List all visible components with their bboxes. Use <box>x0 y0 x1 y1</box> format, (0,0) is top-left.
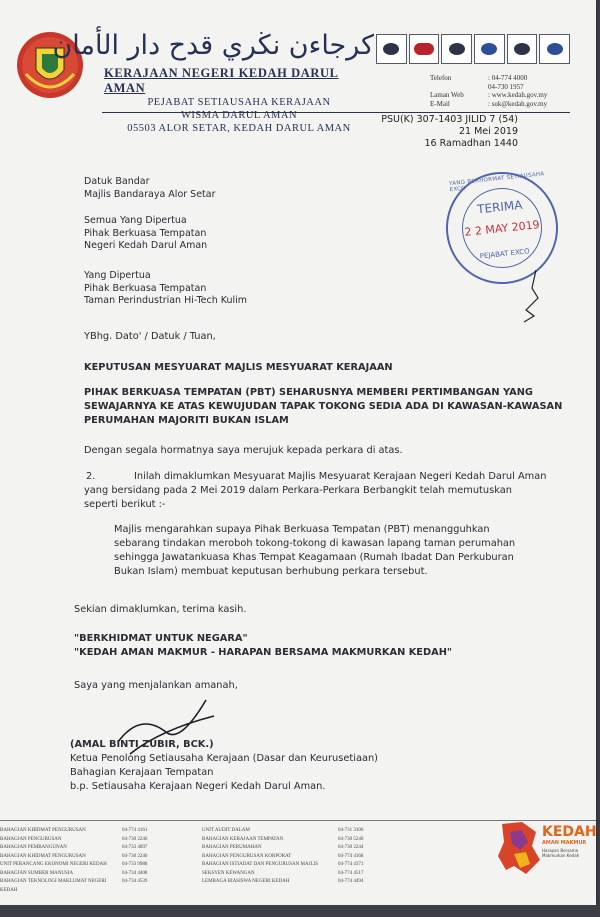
org-building: WISMA DARUL AMAN <box>180 110 298 121</box>
cert-logo-icon <box>507 34 538 64</box>
footer-tel: 04-731 3106 <box>338 828 364 833</box>
footer-row <box>202 878 364 887</box>
footer-tel: 04-733 9988 <box>122 862 148 867</box>
letterhead-divider <box>102 112 570 113</box>
footer-tel: 04-774 4371 <box>338 862 364 867</box>
footer-row <box>202 853 364 862</box>
footer-row <box>202 844 364 853</box>
kedah-map-icon <box>492 820 544 876</box>
footer-column <box>202 827 364 887</box>
footer-dept: BAHAGIAN TEKNOLOGI MAKLUMAT NEGERI KEDAH <box>0 879 107 893</box>
footer-tel: 04-730 2244 <box>338 845 364 850</box>
subject-line: PIHAK BERKUASA TEMPATAN (PBT) SEHARUSNYA MEMBERI PERTIMBANGAN YANG <box>84 387 533 398</box>
para-number: 2. <box>86 471 96 482</box>
stamp-signature-icon <box>516 268 546 324</box>
subject-line: PERUMAHAN MAJORITI BUKAN ISLAM <box>84 415 289 426</box>
footer-dept: SEKSYEN KEWANGAN <box>202 870 255 876</box>
reference-block <box>381 114 518 150</box>
recipient-line: Pihak Berkuasa Tempatan <box>84 227 207 239</box>
recipient-3 <box>84 270 247 308</box>
footer-row <box>202 870 364 879</box>
contact-value: : suk@kedah.gov.my <box>488 99 548 108</box>
letter-heading: KEPUTUSAN MESYUARAT MAJLIS MESYUARAT KERAJAAN <box>84 362 393 373</box>
jawi-title: كرجاءن نڬري قدح دار الأمان <box>52 30 374 61</box>
contact-row <box>430 100 547 109</box>
contact-row <box>430 91 547 100</box>
hijri-date: 16 Ramadhan 1440 <box>424 138 518 149</box>
contact-key <box>430 83 488 92</box>
decision-line: Bukan Islam) membuat keputusan berhubung perkara tersebut. <box>114 566 428 577</box>
cert-logo-icon <box>376 34 407 64</box>
recipient-line: Pihak Berkuasa Tempatan <box>84 282 207 294</box>
footer-row <box>0 853 148 862</box>
footer-tel: 04-734 4539 <box>122 879 148 884</box>
signer-name: (AMAL BINTI ZUBIR, BCK.) <box>70 739 214 750</box>
contact-row <box>430 74 547 83</box>
footer-dept: BAHAGIAN KHIDMAT PENGURUSAN <box>0 828 86 833</box>
recipient-line: Negeri Kedah Darul Aman <box>84 240 208 251</box>
stamp-date: 2 2 MAY 2019 <box>463 218 541 239</box>
letter-date: 21 Mei 2019 <box>459 126 518 137</box>
kedah-aman-makmur-logo <box>492 814 596 884</box>
footer-row <box>0 836 148 845</box>
recipient-line: Datuk Bandar <box>84 176 150 187</box>
photo-background <box>0 905 600 917</box>
contact-key: E-Mail <box>430 99 450 108</box>
recipient-line: Majlis Bandaraya Alor Setar <box>84 188 216 200</box>
footer-tel: 04-730 2246 <box>122 853 148 859</box>
footer-tel: 04-774 4494 <box>338 879 364 884</box>
logo-subtext: AMAN MAKMUR <box>542 840 587 846</box>
salutation: YBhg. Dato' / Datuk / Tuan, <box>84 331 216 342</box>
recipient-line: Yang Dipertua <box>84 270 151 281</box>
logo-text: KEDAH <box>542 824 597 840</box>
closing-line: Sekian dimaklumkan, terima kasih. <box>74 604 247 615</box>
intro-paragraph: Dengan segala hormatnya saya merujuk kepada perkara di atas. <box>84 445 403 456</box>
footer-row <box>0 878 148 895</box>
contact-key: Laman Web <box>430 91 464 99</box>
footer-dept: BAHAGIAN KERAJAAN TEMPATAN <box>202 836 284 842</box>
letterhead-org <box>104 66 374 135</box>
footer-row <box>202 827 364 836</box>
footer-row <box>202 836 364 845</box>
footer-dept: BAHAGIAN PENGURUSAN KORPORAT <box>202 853 292 859</box>
footer-row <box>0 870 148 879</box>
footer-tel: 04-730 5240 <box>338 836 364 842</box>
footer-row <box>0 861 148 870</box>
footer-dept: BAHAGIAN ISTIADAT DAN PENGURUSAN MAJLIS <box>202 862 319 867</box>
sign-off: Saya yang menjalankan amanah, <box>74 680 238 691</box>
recipient-2 <box>84 215 207 253</box>
paragraph-line: yang bersidang pada 2 Mei 2019 dalam Perkara-Perkara Berbangkit telah memutuskan <box>84 485 512 496</box>
decision-line: Majlis mengarahkan supaya Pihak Berkuasa Tempatan (PBT) menangguhkan <box>114 524 490 535</box>
contact-row <box>430 83 547 92</box>
stamp-title: TERIMA <box>476 197 524 217</box>
signer-title: Ketua Penolong Setiausaha Kerajaan (Dasar dan Keurusetiaan) <box>70 753 378 764</box>
footer-tel: 04-774 4161 <box>122 828 148 833</box>
footer-tel: 04-774 4517 <box>338 870 364 876</box>
footer-dept: BAHAGIAN PERUMAHAN <box>202 845 262 850</box>
signer-title: Bahagian Kerajaan Tempatan <box>70 767 214 778</box>
contact-value: : 04-774 4000 <box>488 74 528 82</box>
footer-row <box>0 827 148 836</box>
certification-logos <box>376 34 570 64</box>
footer-tel: 04-733 4897 <box>122 845 148 850</box>
decision-line: sehingga Jawatankuasa Khas Tempat Keagamaan (Rumah Ibadat Dan Perkuburan <box>114 552 514 563</box>
stamp-office: PEJABAT EXCO <box>479 247 531 261</box>
footer-dept: UNIT AUDIT DALAM <box>202 828 250 833</box>
footer-tel: 04-734 4408 <box>122 870 148 876</box>
reference-number: PSU(K) 307-1403 JILID 7 (54) <box>381 114 518 125</box>
footer-dept: BAHAGIAN PENGURUSAN <box>0 836 62 842</box>
motto-line: "BERKHIDMAT UNTUK NEGARA" <box>74 633 248 644</box>
footer-tel: 04-774 4168 <box>338 853 364 859</box>
org-dept: PEJABAT SETIAUSAHA KERAJAAN <box>147 97 331 108</box>
contact-value: : www.kedah.gov.my <box>488 91 548 99</box>
footer-row <box>0 844 148 853</box>
recipient-line: Semua Yang Dipertua <box>84 215 187 226</box>
contact-value: 04-730 1957 <box>488 82 524 91</box>
org-city: 05503 ALOR SETAR, KEDAH DARUL AMAN <box>127 123 351 134</box>
org-name: KERAJAAN NEGERI KEDAH DARUL AMAN <box>104 66 339 95</box>
signer-title: b.p. Setiausaha Kerajaan Negeri Kedah Darul Aman. <box>70 781 326 792</box>
subject-line: SEWAJARNYA KE ATAS KEWUJUDAN TAPAK TOKONG SEDIA ADA DI KAWASAN-KAWASAN <box>84 401 563 412</box>
stamp-ring-text: YANG BERHORMAT SETIAUSAHA EXCO <box>448 171 545 194</box>
footer-dept: LEMBAGA BIASISWA NEGERI KEDAH <box>202 879 290 884</box>
paragraph-line: seperti berikut :- <box>84 499 166 510</box>
footer-dept: BAHAGIAN KHIDMAT PENGURUSAN <box>0 853 86 859</box>
footer-dept: UNIT PERANCANG EKONOMI NEGERI KEDAH <box>0 862 107 867</box>
recipient-1 <box>84 176 216 201</box>
cert-logo-icon <box>409 34 440 64</box>
footer-dept: BAHAGIAN SUMBER MANUSIA <box>0 870 74 876</box>
cert-logo-icon <box>539 34 570 64</box>
paragraph-line: Inilah dimaklumkan Mesyuarat Majlis Mesyuarat Kerajaan Negeri Kedah Darul Aman <box>134 471 547 482</box>
logo-tagline: Harapan Bersama Makmurkan Kedah <box>542 848 580 858</box>
footer-row <box>202 861 364 870</box>
contact-key: Telefon <box>430 74 452 82</box>
contact-block <box>430 74 547 108</box>
cert-logo-icon <box>474 34 505 64</box>
cert-logo-icon <box>441 34 472 64</box>
recipient-line: Taman Perindustrian Hi-Tech Kulim <box>84 295 248 306</box>
decision-line: sebarang tindakan meroboh tokong-tokong di kawasan lapang taman perumahan <box>114 538 516 549</box>
footer-dept: BAHAGIAN PEMBANGUNAN <box>0 845 67 850</box>
motto-line: "KEDAH AMAN MAKMUR - HARAPAN BERSAMA MAKMURKAN KEDAH" <box>74 647 453 658</box>
footer-tel: 04-730 2246 <box>122 836 148 842</box>
footer-column <box>0 827 148 895</box>
